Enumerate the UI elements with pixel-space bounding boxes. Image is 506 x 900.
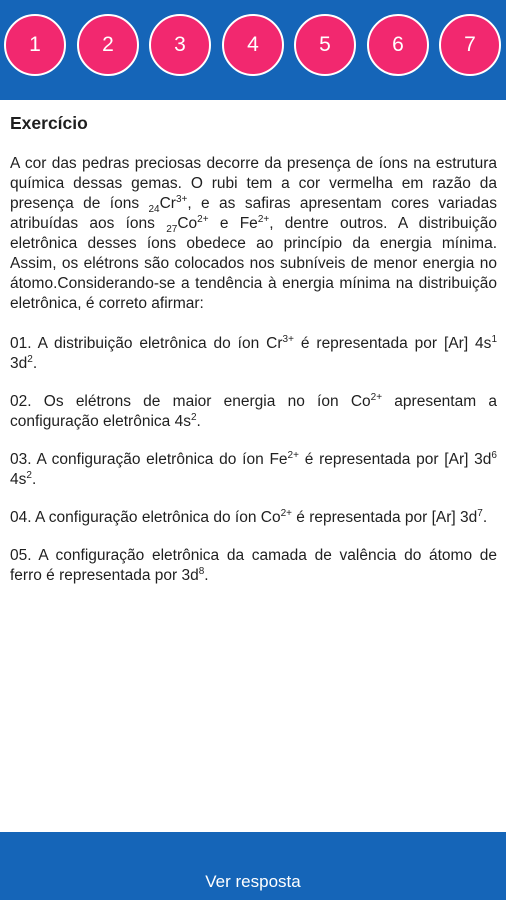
option-05: 05. A configuração eletrônica da camada de valência do átomo de ferro é representada por $3d^8$.: [10, 547, 497, 584]
question-tab-bar: [0, 0, 506, 100]
question-tab-1[interactable]: 1: [4, 14, 66, 76]
question-tab-3[interactable]: 3: [149, 14, 211, 76]
exercise-heading: Exercício: [10, 113, 88, 133]
option-04: 04. A configuração eletrônica do íon $Co^{2+}$ é representada por [Ar] $3d^7$.: [10, 508, 488, 526]
show-answer-label: Ver resposta: [205, 872, 301, 891]
question-tab-4[interactable]: 4: [222, 14, 284, 76]
option-01: 01. A distribuição eletrônica do íon $Cr^{3+}$ é representada por [Ar] $4s^1$ $3d^2$.: [10, 334, 497, 372]
option-03: 03. A configuração eletrônica do íon $Fe^{2+}$ é representada por [Ar] $3d^6$ $4s^2$.: [10, 450, 497, 488]
option-02: 02. Os elétrons de maior energia no íon $Co^{2+}$ apresentam a configuração eletrônica $4s^2$.: [10, 392, 497, 430]
show-answer-button[interactable]: [0, 832, 506, 900]
question-tab-6[interactable]: 6: [367, 14, 429, 76]
question-tab-2[interactable]: 2: [77, 14, 139, 76]
exercise-statement: A cor das pedras preciosas decorre da presença de íons na estrutura química dessas gemas. O rubi tem a cor vermelha em razão da presença de íons $_{24}Cr^{3+}$, e as safiras apresentam cores variadas atribuídas aos íons $_{27}Co^{2+}$ e $Fe^{2+}$, dentre outros. A distribuição eletrônica desses íons obedece ao princípio da energia mínima. Assim, os elétrons são colocados nos subníveis de menor energia no átomo.Considerando-se a tendência à energia mínima na distribuição eletrônica, é correto afirmar:: [10, 155, 497, 312]
question-tab-5[interactable]: 5: [294, 14, 356, 76]
exercise-content: [10, 113, 497, 586]
question-tab-7[interactable]: 7: [439, 14, 501, 76]
